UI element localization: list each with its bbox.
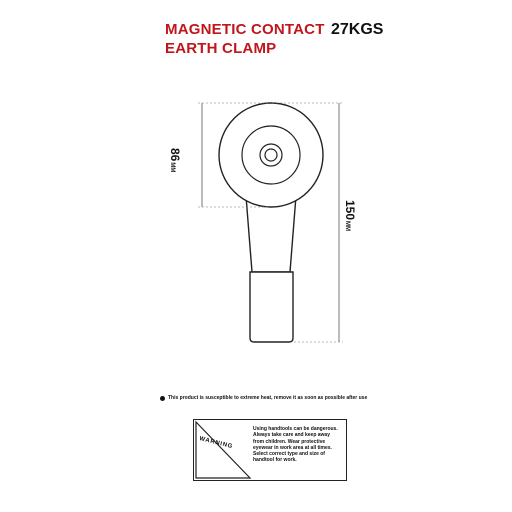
diameter-dimension-label <box>168 148 182 172</box>
length-unit: MM <box>344 221 350 232</box>
handle-grip <box>250 272 293 342</box>
title-line-2: EARTH CLAMP <box>165 40 277 57</box>
warning-text <box>253 426 345 464</box>
warning-line: handtool for work. <box>253 457 297 464</box>
heat-notice <box>160 395 367 401</box>
heat-notice-text: This product is susceptible to extreme heat, remove it as soon as possible after use <box>168 395 368 401</box>
magnet-head-outer <box>219 103 323 207</box>
length-dimension-label <box>343 200 357 231</box>
length-value: 150 <box>343 200 357 221</box>
weight-label: 27KGS <box>331 21 384 38</box>
warning-box <box>193 419 347 481</box>
diameter-value: 86 <box>168 148 182 162</box>
warning-line: Using handtools can be dangerous. <box>253 426 338 432</box>
warning-line: Always take care and keep away <box>253 432 330 439</box>
warning-label: WARNING <box>198 436 234 451</box>
warning-triangle-icon <box>194 420 254 480</box>
diameter-unit: MM <box>169 162 175 173</box>
bullet-icon <box>160 396 165 401</box>
warning-line: eyewear in work area at all times. <box>253 444 332 451</box>
warning-line: from children. Wear protective <box>253 438 326 445</box>
title-line-1: MAGNETIC CONTACT <box>165 21 325 38</box>
warning-line: Select correct type and size of <box>253 451 325 458</box>
